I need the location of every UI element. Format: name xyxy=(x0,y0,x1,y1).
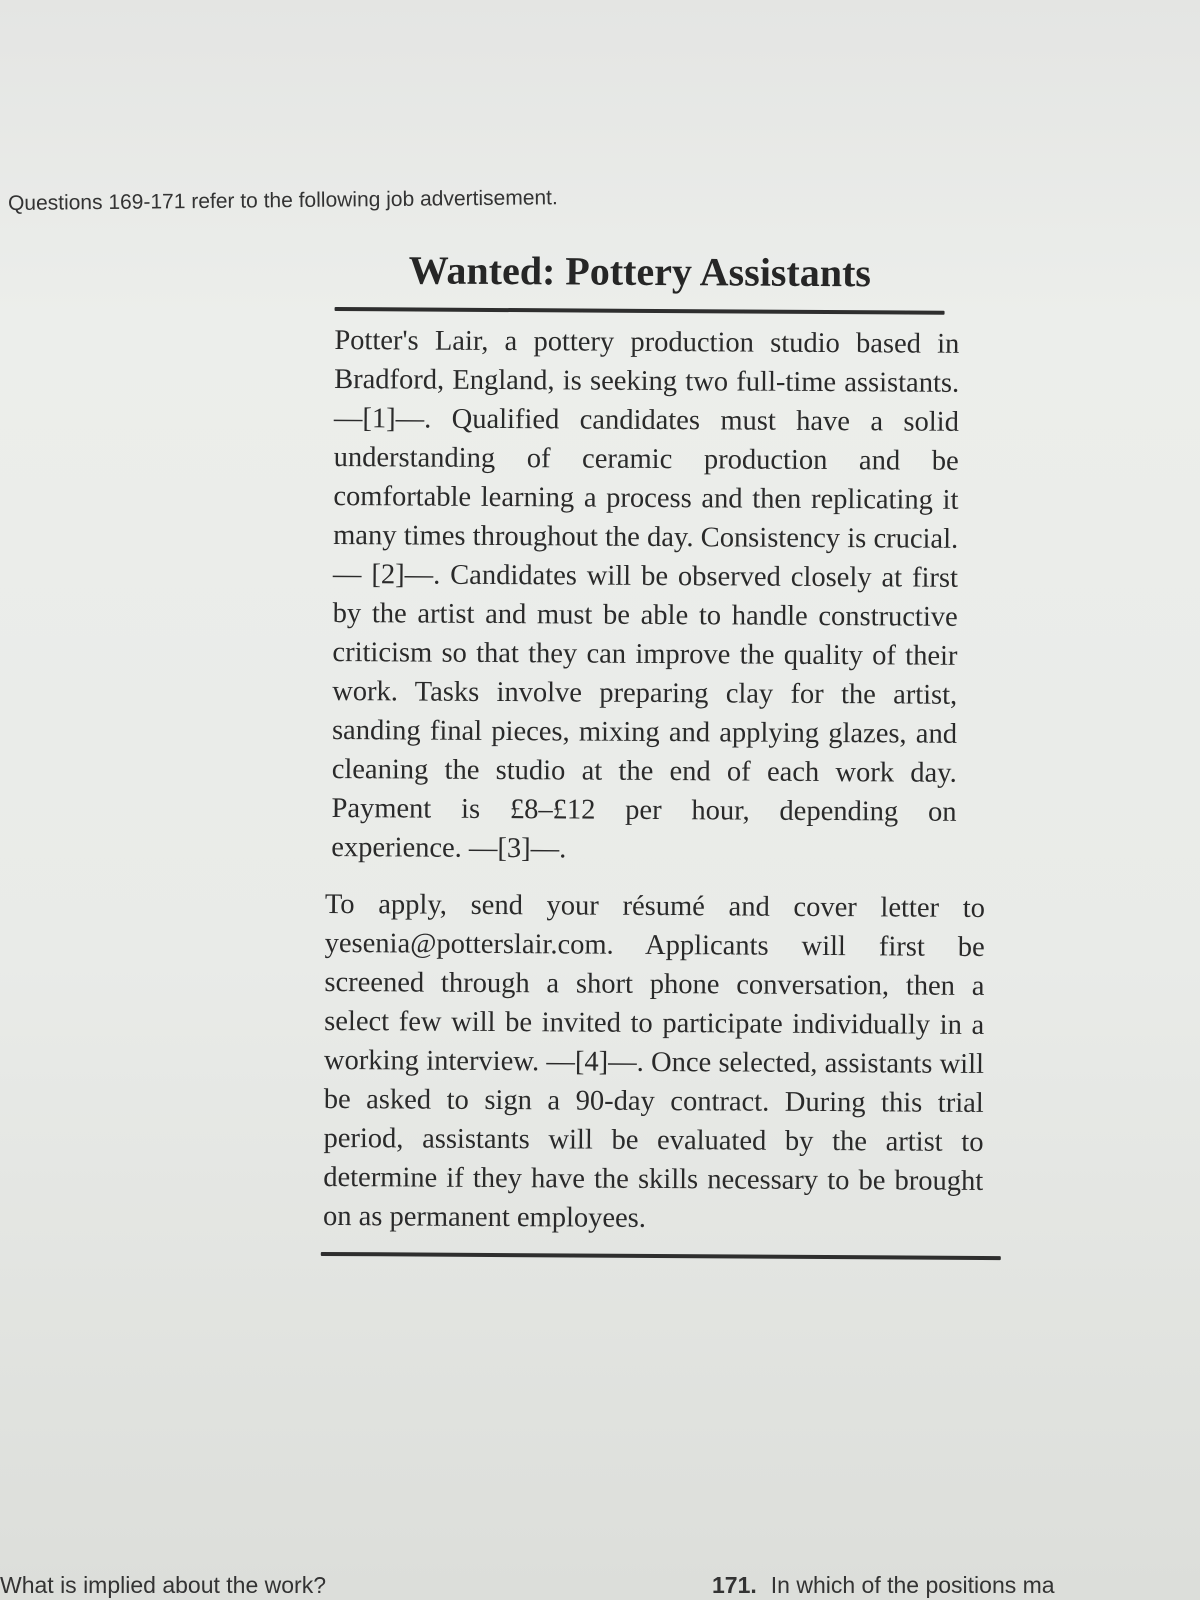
questions-intro: Questions 169-171 refer to the following job advertisement. xyxy=(7,186,558,215)
question-text: In which of the positions ma xyxy=(770,1572,1055,1598)
question-left: What is implied about the work? xyxy=(0,1572,326,1598)
job-advertisement xyxy=(322,240,995,1260)
ad-paragraph-1: Potter's Lair, a pottery production studio based in Bradford, England, is seeking two full-time assistants. —[1]—. Qualified candidates must have a solid understanding of ceramic production and be comfortable learning a process and then replicating it many times throughout the day. Consistency is crucial.— [2]—. Candidates will be observed closely at first by the artist and must be able to handle constructive criticism so that they can improve the quality of their work. Tasks involve preparing clay for the artist, sanding final pieces, mixing and applying glazes, and cleaning the studio at the end of each work day. Payment is £8–£12 per hour, depending on experience. —[3]—. xyxy=(331,324,960,865)
bottom-divider xyxy=(321,1252,1001,1260)
question-171 xyxy=(712,1572,1200,1599)
question-number: 171. xyxy=(712,1572,757,1598)
ad-title: Wanted: Pottery Assistants xyxy=(408,247,872,296)
ad-paragraph-2: To apply, send your résumé and cover letter to yesenia@potterslair.com. Applicants will first be screened through a short phone conversation, then a select few will be invited to participate individually in a working interview. —[4]—. Once selected, assistants will be asked to sign a 90-day contract. During this trial period, assistants will be evaluated by the artist to determine if they have the skills necessary to be brought on as permanent employees. xyxy=(322,888,986,1234)
